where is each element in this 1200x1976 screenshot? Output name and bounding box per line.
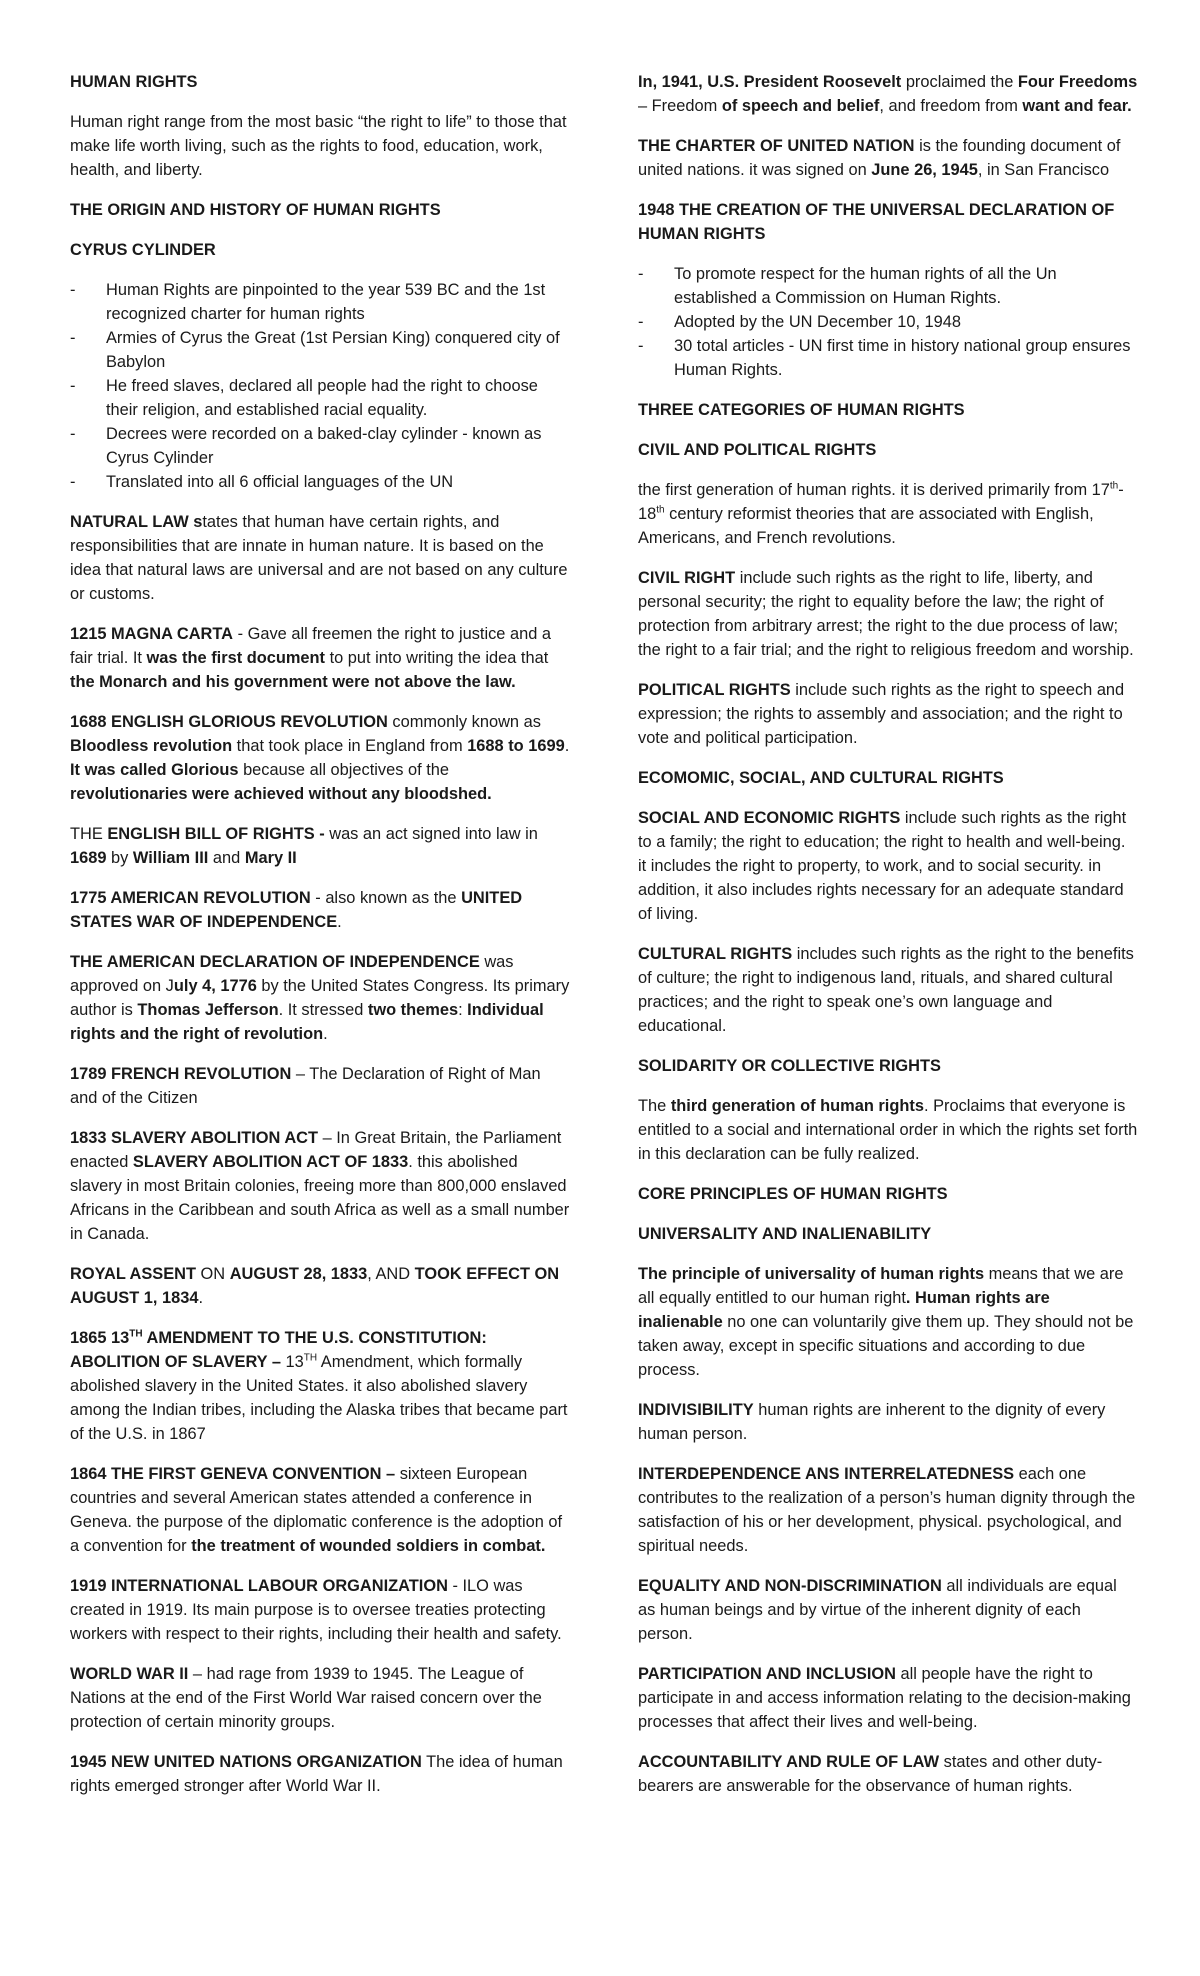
- cyrus-list: [70, 278, 570, 494]
- amendment-paragraph: 1865 13TH AMENDMENT TO THE U.S. CONSTITUTION: ABOLITION OF SLAVERY – 13TH Amendment, which formally abolished slavery in the United States. it also abolished slavery among the Indian tribes, including the Alaska tribes that became part of the U.S. in 1867: [70, 1328, 568, 1443]
- list-item: - Adopted by the UN December 10, 1948: [638, 310, 1138, 334]
- royal-assent-paragraph: ROYAL ASSENT ON AUGUST 28, 1833, AND TOOK EFFECT ON AUGUST 1, 1834.: [70, 1265, 560, 1307]
- three-categories-heading: THREE CATEGORIES OF HUMAN RIGHTS: [638, 401, 965, 419]
- list-item: - To promote respect for the human rights of all the Un established a Commission on Human Rights.: [638, 262, 1138, 310]
- list-item: - Translated into all 6 official languages of the UN: [70, 470, 570, 494]
- ilo-paragraph: 1919 INTERNATIONAL LABOUR ORGANIZATION - ILO was created in 1919. Its main purpose is to oversee treaties protecting workers with respect to their rights, including their health and safety.: [70, 1577, 562, 1643]
- declaration-paragraph: THE AMERICAN DECLARATION OF INDEPENDENCE was approved on July 4, 1776 by the United States Congress. Its primary author is Thomas Jefferson. It stressed two themes: Individual rights and the right of revolution.: [70, 953, 570, 1043]
- udhr-list: [638, 262, 1138, 382]
- third-generation-paragraph: The third generation of human rights. Proclaims that everyone is entitled to a social and international order in which the rights set forth in this declaration can be fully realized.: [638, 1097, 1138, 1163]
- indivisibility-paragraph: INDIVISIBILITY human rights are inherent to the dignity of every human person.: [638, 1401, 1106, 1443]
- french-revolution-paragraph: 1789 FRENCH REVOLUTION – The Declaration of Right of Man and of the Citizen: [70, 1065, 541, 1107]
- magna-carta-paragraph: 1215 MAGNA CARTA - Gave all freemen the right to justice and a fair trial. It was the first document to put into writing the idea that the Monarch and his government were not above the law.: [70, 625, 551, 691]
- udhr-heading: 1948 THE CREATION OF THE UNIVERSAL DECLARATION OF HUMAN RIGHTS: [638, 201, 1115, 243]
- ww2-paragraph: WORLD WAR II – had rage from 1939 to 1945. The League of Nations at the end of the First World War raised concern over the protection of certain minority groups.: [70, 1665, 542, 1731]
- universality-paragraph: The principle of universality of human rights means that we are all equally entitled to our human right. Human rights are inalienable no one can voluntarily give them up. They should not be taken away, except in specific situations and according to due process.: [638, 1265, 1134, 1379]
- political-rights-paragraph: POLITICAL RIGHTS include such rights as the right to speech and expression; the rights to assembly and association; and the right to vote and political participation.: [638, 681, 1125, 747]
- slavery-act-paragraph: 1833 SLAVERY ABOLITION ACT – In Great Britain, the Parliament enacted SLAVERY ABOLITION ACT OF 1833. this abolished slavery in most Britain colonies, freeing more than 800,000 enslaved Africans in the Caribbean and south Africa as well as a small number in Canada.: [70, 1129, 570, 1243]
- title: HUMAN RIGHTS: [70, 73, 198, 91]
- universality-heading: UNIVERSALITY AND INALIENABILITY: [638, 1225, 932, 1243]
- list-item: - Armies of Cyrus the Great (1st Persian King) conquered city of Babylon: [70, 326, 570, 374]
- participation-paragraph: PARTICIPATION AND INCLUSION all people have the right to participate in and access information relating to the decision-making processes that affect their lives and well-being.: [638, 1665, 1131, 1731]
- list-item: - He freed slaves, declared all people had the right to choose their religion, and established racial equality.: [70, 374, 570, 422]
- un-paragraph: 1945 NEW UNITED NATIONS ORGANIZATION The idea of human rights emerged stronger after World War II.: [70, 1753, 563, 1795]
- accountability-paragraph: ACCOUNTABILITY AND RULE OF LAW states and other duty-bearers are answerable for the observance of human rights.: [638, 1753, 1103, 1795]
- interdependence-paragraph: INTERDEPENDENCE ANS INTERRELATEDNESS each one contributes to the realization of a person’s human dignity through the satisfaction of his or her development, physical. psychological, and spiritual needs.: [638, 1465, 1136, 1555]
- natural-law-paragraph: NATURAL LAW states that human have certain rights, and responsibilities that are innate in human nature. It is based on the idea that natural laws are universal and are not based on any culture or customs.: [70, 513, 568, 603]
- right-column: [638, 70, 1138, 1814]
- civil-right-paragraph: CIVIL RIGHT include such rights as the right to life, liberty, and personal security; the right to equality before the law; the right of protection from arbitrary arrest; the right to the due process of law; the right to a fair trial; and the right to religious freedom and worship.: [638, 569, 1134, 659]
- intro-paragraph: Human right range from the most basic “the right to life” to those that make life worth living, such as the rights to food, education, work, health, and liberty.: [70, 113, 567, 179]
- social-economic-paragraph: SOCIAL AND ECONOMIC RIGHTS include such rights as the right to a family; the right to education; the right to health and well-being. it includes the right to property, to work, and to social security. in addition, it also includes rights necessary for an adequate standard of living.: [638, 809, 1127, 923]
- first-generation-paragraph: the first generation of human rights. it is derived primarily from 17th-18th century reformist theories that are associated with English, Americans, and French revolutions.: [638, 480, 1124, 547]
- left-column: [70, 70, 570, 1814]
- origin-heading: THE ORIGIN AND HISTORY OF HUMAN RIGHTS: [70, 201, 441, 219]
- geneva-paragraph: 1864 THE FIRST GENEVA CONVENTION – sixteen European countries and several American states attended a conference in Geneva. the purpose of the diplomatic conference is the adoption of a convention for the treatment of wounded soldiers in combat.: [70, 1465, 563, 1555]
- list-item: - Human Rights are pinpointed to the year 539 BC and the 1st recognized charter for human rights: [70, 278, 570, 326]
- american-revolution-paragraph: 1775 AMERICAN REVOLUTION - also known as the UNITED STATES WAR OF INDEPENDENCE.: [70, 889, 523, 931]
- core-principles-heading: CORE PRINCIPLES OF HUMAN RIGHTS: [638, 1185, 948, 1203]
- civil-political-heading: CIVIL AND POLITICAL RIGHTS: [638, 441, 877, 459]
- four-freedoms-paragraph: In, 1941, U.S. President Roosevelt proclaimed the Four Freedoms – Freedom of speech and belief, and freedom from want and fear.: [638, 73, 1138, 115]
- list-item: - 30 total articles - UN first time in history national group ensures Human Rights.: [638, 334, 1138, 382]
- list-item: - Decrees were recorded on a baked-clay cylinder - known as Cyrus Cylinder: [70, 422, 570, 470]
- bill-of-rights-paragraph: THE ENGLISH BILL OF RIGHTS - was an act signed into law in 1689 by William III and Mary II: [70, 825, 538, 867]
- solidarity-heading: SOLIDARITY OR COLLECTIVE RIGHTS: [638, 1057, 941, 1075]
- glorious-revolution-paragraph: 1688 ENGLISH GLORIOUS REVOLUTION commonly known as Bloodless revolution that took place in England from 1688 to 1699. It was called Glorious because all objectives of the revolutionaries were achieved without any bloodshed.: [70, 713, 570, 803]
- cyrus-heading: CYRUS CYLINDER: [70, 241, 216, 259]
- cultural-rights-paragraph: CULTURAL RIGHTS includes such rights as the right to the benefits of culture; the right to indigenous land, rituals, and shared cultural practices; and the right to speak one’s own language and educational.: [638, 945, 1134, 1035]
- charter-paragraph: THE CHARTER OF UNITED NATION is the founding document of united nations. it was signed on June 26, 1945, in San Francisco: [638, 137, 1121, 179]
- economic-heading: ECOMOMIC, SOCIAL, AND CULTURAL RIGHTS: [638, 769, 1004, 787]
- equality-paragraph: EQUALITY AND NON-DISCRIMINATION all individuals are equal as human beings and by virtue of the inherent dignity of each person.: [638, 1577, 1117, 1643]
